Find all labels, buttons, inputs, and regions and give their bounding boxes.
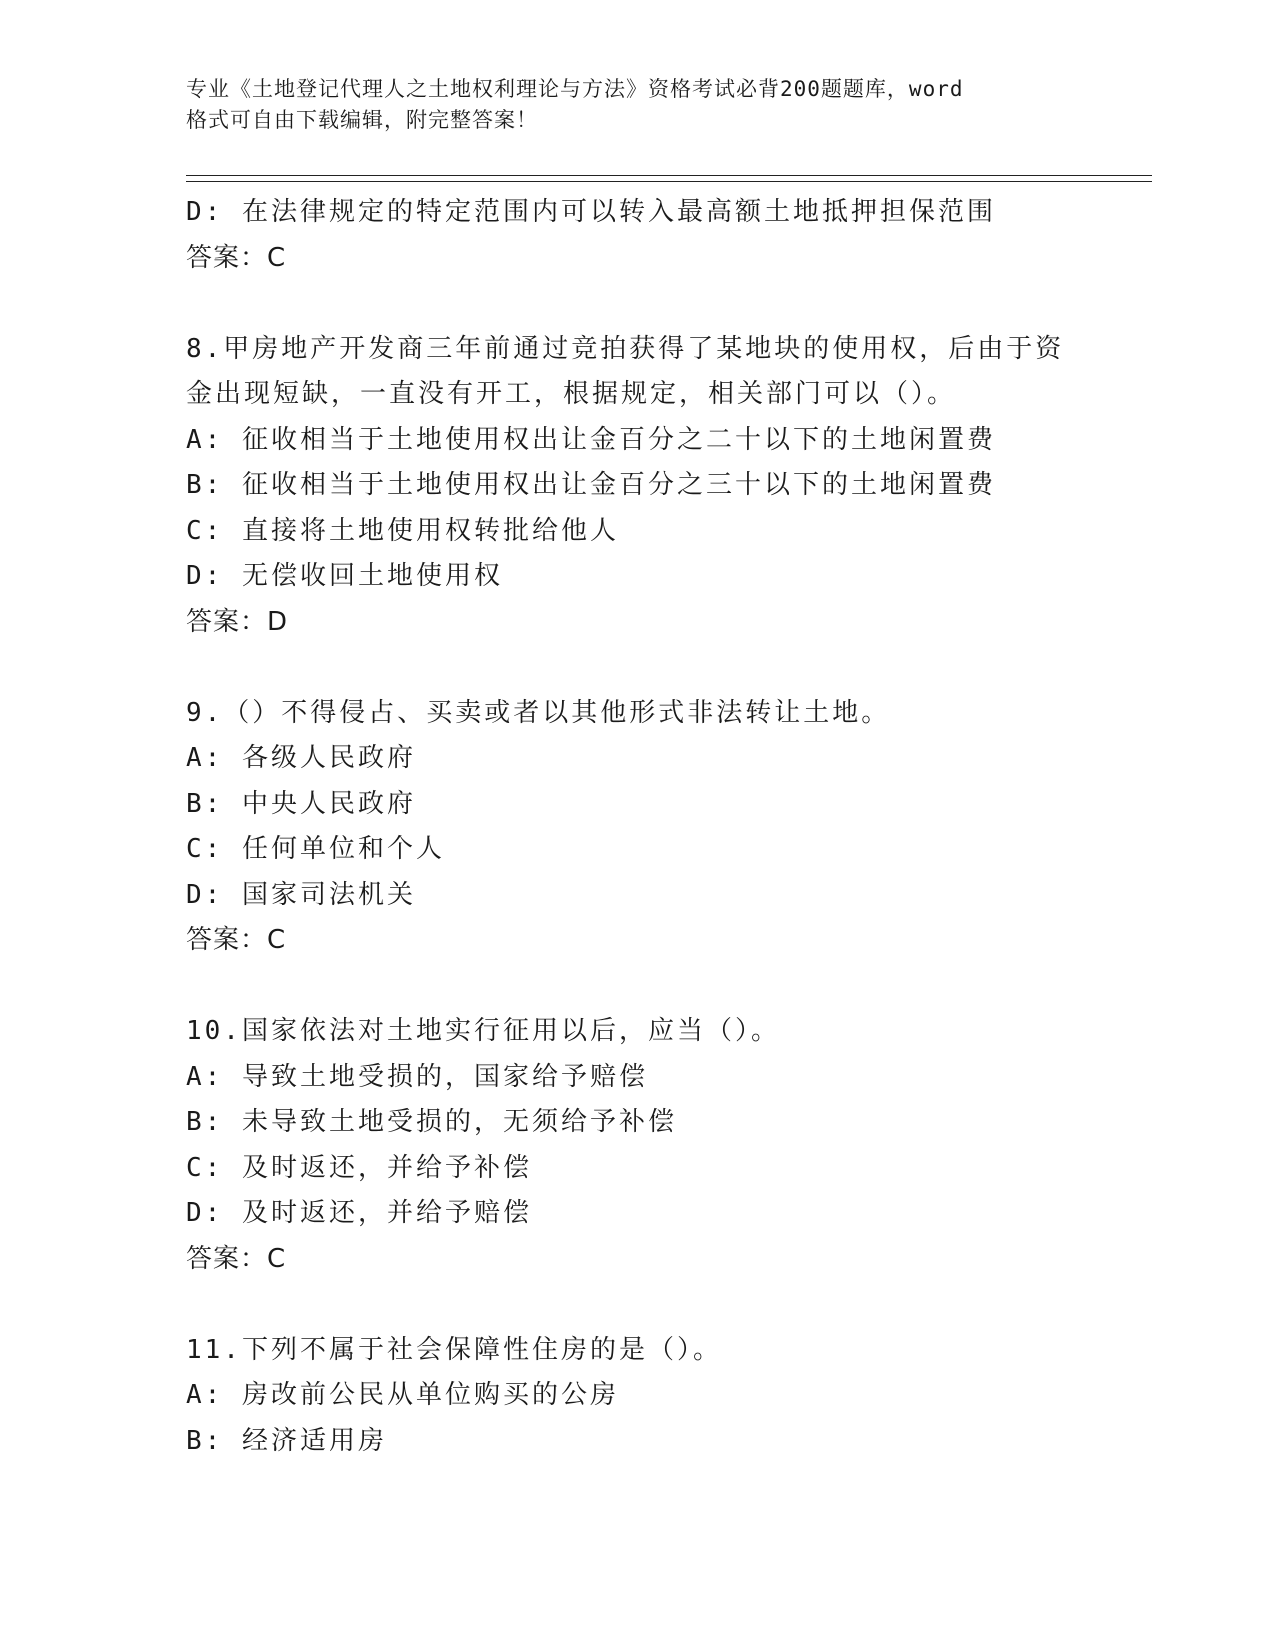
question-stem: 11.下列不属于社会保障性住房的是（）。	[186, 1334, 722, 1365]
question-8	[186, 327, 1086, 646]
option-d: D: 及时返还，并给予赔偿	[186, 1198, 532, 1228]
question-11	[186, 1328, 1086, 1465]
spacer	[186, 1282, 1086, 1328]
spacer	[186, 645, 1086, 691]
header-divider-bottom	[186, 181, 1152, 182]
option-b: B: 征收相当于土地使用权出让金百分之三十以下的土地闲置费	[186, 470, 996, 500]
option-a: A: 征收相当于土地使用权出让金百分之二十以下的土地闲置费	[186, 424, 996, 455]
answer-label: 答案：C	[186, 925, 287, 955]
option-b: B: 中央人民政府	[186, 788, 416, 819]
option-d: D: 无偿收回土地使用权	[186, 561, 503, 591]
header-title-line-2: 格式可自由下载编辑，附完整答案！	[186, 108, 538, 132]
option-a: A: 房改前公民从单位购买的公房	[186, 1380, 619, 1410]
option-b: B: 经济适用房	[186, 1425, 387, 1456]
question-stem: 8.甲房地产开发商三年前通过竞拍获得了某地块的使用权，后由于资	[186, 333, 1065, 364]
answer-label: 答案：D	[186, 606, 289, 637]
question-9	[186, 691, 1086, 964]
spacer	[186, 281, 1086, 327]
answer-label: 答案：C	[186, 1243, 287, 1274]
option-c: C: 任何单位和个人	[186, 834, 445, 864]
question-10	[186, 1009, 1086, 1282]
option-c: C: 直接将土地使用权转批给他人	[186, 515, 619, 546]
option-b: B: 未导致土地受损的，无须给予补偿	[186, 1107, 677, 1137]
option-d: D: 国家司法机关	[186, 879, 416, 910]
question-stem-continued: 金出现短缺，一直没有开工，根据规定，相关部门可以（）。	[186, 379, 957, 409]
option-c: C: 及时返还，并给予补偿	[186, 1152, 532, 1183]
question-stem: 9.（）不得侵占、买卖或者以其他形式非法转让土地。	[186, 697, 891, 728]
header-title-line-1: 专业《土地登记代理人之土地权利理论与方法》资格考试必背200题题库，word	[186, 77, 964, 101]
question-stem: 10.国家依法对土地实行征用以后，应当（）。	[186, 1016, 780, 1046]
answer-label: 答案：C	[186, 242, 287, 273]
question-list	[186, 190, 1086, 1464]
question-7-tail	[186, 190, 1086, 281]
option-a: A: 导致土地受损的，国家给予赔偿	[186, 1061, 648, 1092]
option-a: A: 各级人民政府	[186, 743, 416, 773]
option-d: D: 在法律规定的特定范围内可以转入最高额土地抵押担保范围	[186, 197, 996, 227]
document-header	[186, 74, 1066, 136]
header-divider-top	[186, 175, 1152, 176]
spacer	[186, 964, 1086, 1010]
